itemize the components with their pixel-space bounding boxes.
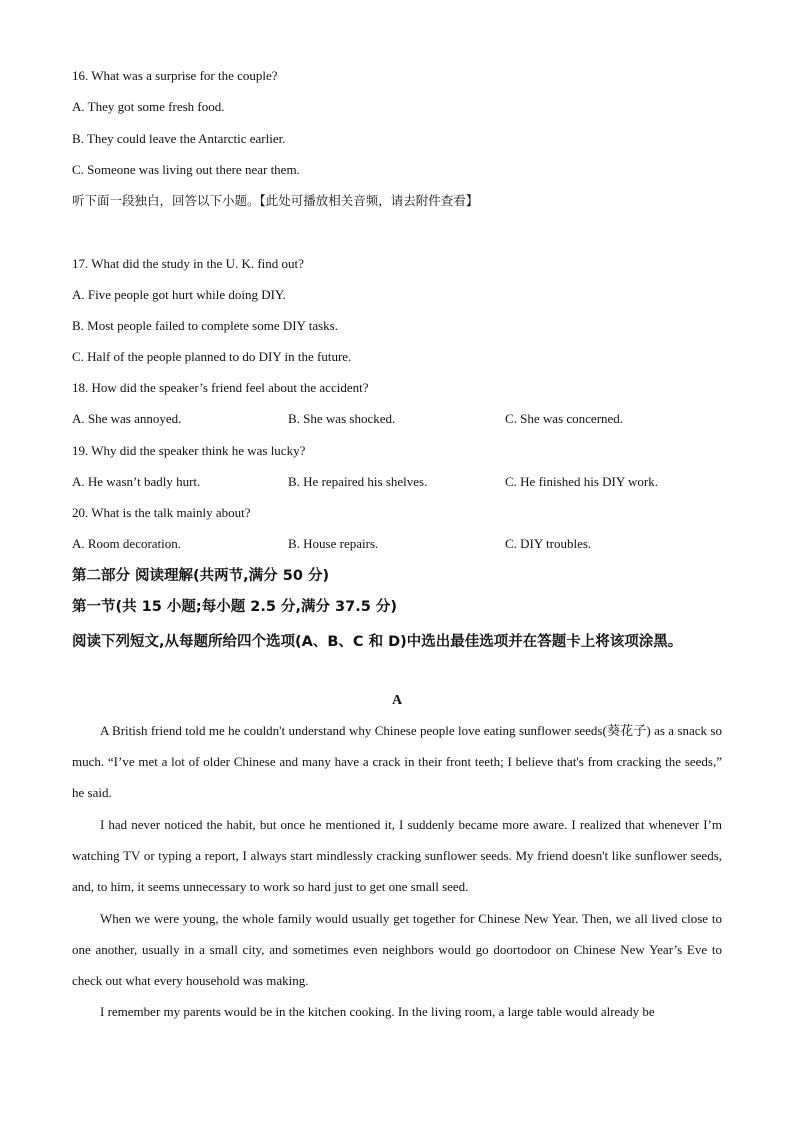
question-19: 19. Why did the speaker think he was lucky? <box>72 443 306 458</box>
q20-options <box>72 535 722 553</box>
part-title: 第二部分 阅读理解(共两节,满分 50 分) <box>72 568 330 584</box>
monologue-instruction: 听下面一段独白，回答以下小题。【此处可播放相关音频，请去附件查看】 <box>72 193 479 208</box>
q19-option-b: B. He repaired his shelves. <box>288 474 428 489</box>
q19-options <box>72 473 722 491</box>
q18-option-a: A. She was annoyed. <box>72 411 182 426</box>
question-16: 16. What was a surprise for the couple? <box>72 68 278 83</box>
q16-option-b: B. They could leave the Antarctic earlier. <box>72 131 286 146</box>
q17-option-a: A. Five people got hurt while doing DIY. <box>72 287 286 302</box>
q20-option-a: A. Room decoration. <box>72 536 182 551</box>
q16-option-a: A. They got some fresh food. <box>72 99 225 114</box>
q16-option-c: C. Someone was living out there near them. <box>72 162 300 177</box>
q19-option-c: C. He finished his DIY work. <box>505 474 658 489</box>
question-18: 18. How did the speaker’s friend feel about the accident? <box>72 380 369 395</box>
reading-instruction: 阅读下列短文,从每题所给四个选项(A、B、C 和 D)中选出最佳选项并在答题卡上将该项涂黑。 <box>72 634 683 650</box>
question-17: 17. What did the study in the U. K. find out? <box>72 256 304 271</box>
passage-label: A <box>391 693 403 708</box>
q20-option-b: B. House repairs. <box>288 536 379 551</box>
q20-option-c: C. DIY troubles. <box>505 536 592 551</box>
passage-paragraph-2: I had never noticed the habit, but once he mentioned it, I suddenly became more aware. I realized that whenever I’m watching TV or typing a report, I always start mindlessly cracking sunflower seeds. My friend doesn't like sunflower seeds, and, to him, it seems unnecessary to work so hard just to get one small seed. <box>72 817 722 894</box>
passage-paragraph-1: A British friend told me he couldn't understand why Chinese people love eating sunflower seeds(葵花子) as a snack so much. “I’ve met a lot of older Chinese and many have a crack in their front teeth; I believe that's from cracking the seeds,” he said. <box>72 723 722 800</box>
q18-options <box>72 410 722 428</box>
q18-option-b: B. She was shocked. <box>288 411 396 426</box>
q19-option-a: A. He wasn’t badly hurt. <box>72 474 201 489</box>
q18-option-c: C. She was concerned. <box>505 411 624 426</box>
q17-option-b: B. Most people failed to complete some DIY tasks. <box>72 318 338 333</box>
passage-paragraph-3: When we were young, the whole family would usually get together for Chinese New Year. Then, we all lived close to one another, usually in a small city, and sometimes even neighbors would go doortodoor on Chinese New Year’s Eve to check out what every household was making. <box>72 911 722 988</box>
passage-paragraph-4: I remember my parents would be in the kitchen cooking. In the living room, a large table would already be <box>100 1004 655 1019</box>
question-20: 20. What is the talk mainly about? <box>72 505 251 520</box>
q17-option-c: C. Half of the people planned to do DIY in the future. <box>72 349 352 364</box>
section-title: 第一节(共 15 小题;每小题 2.5 分,满分 37.5 分) <box>72 599 397 615</box>
